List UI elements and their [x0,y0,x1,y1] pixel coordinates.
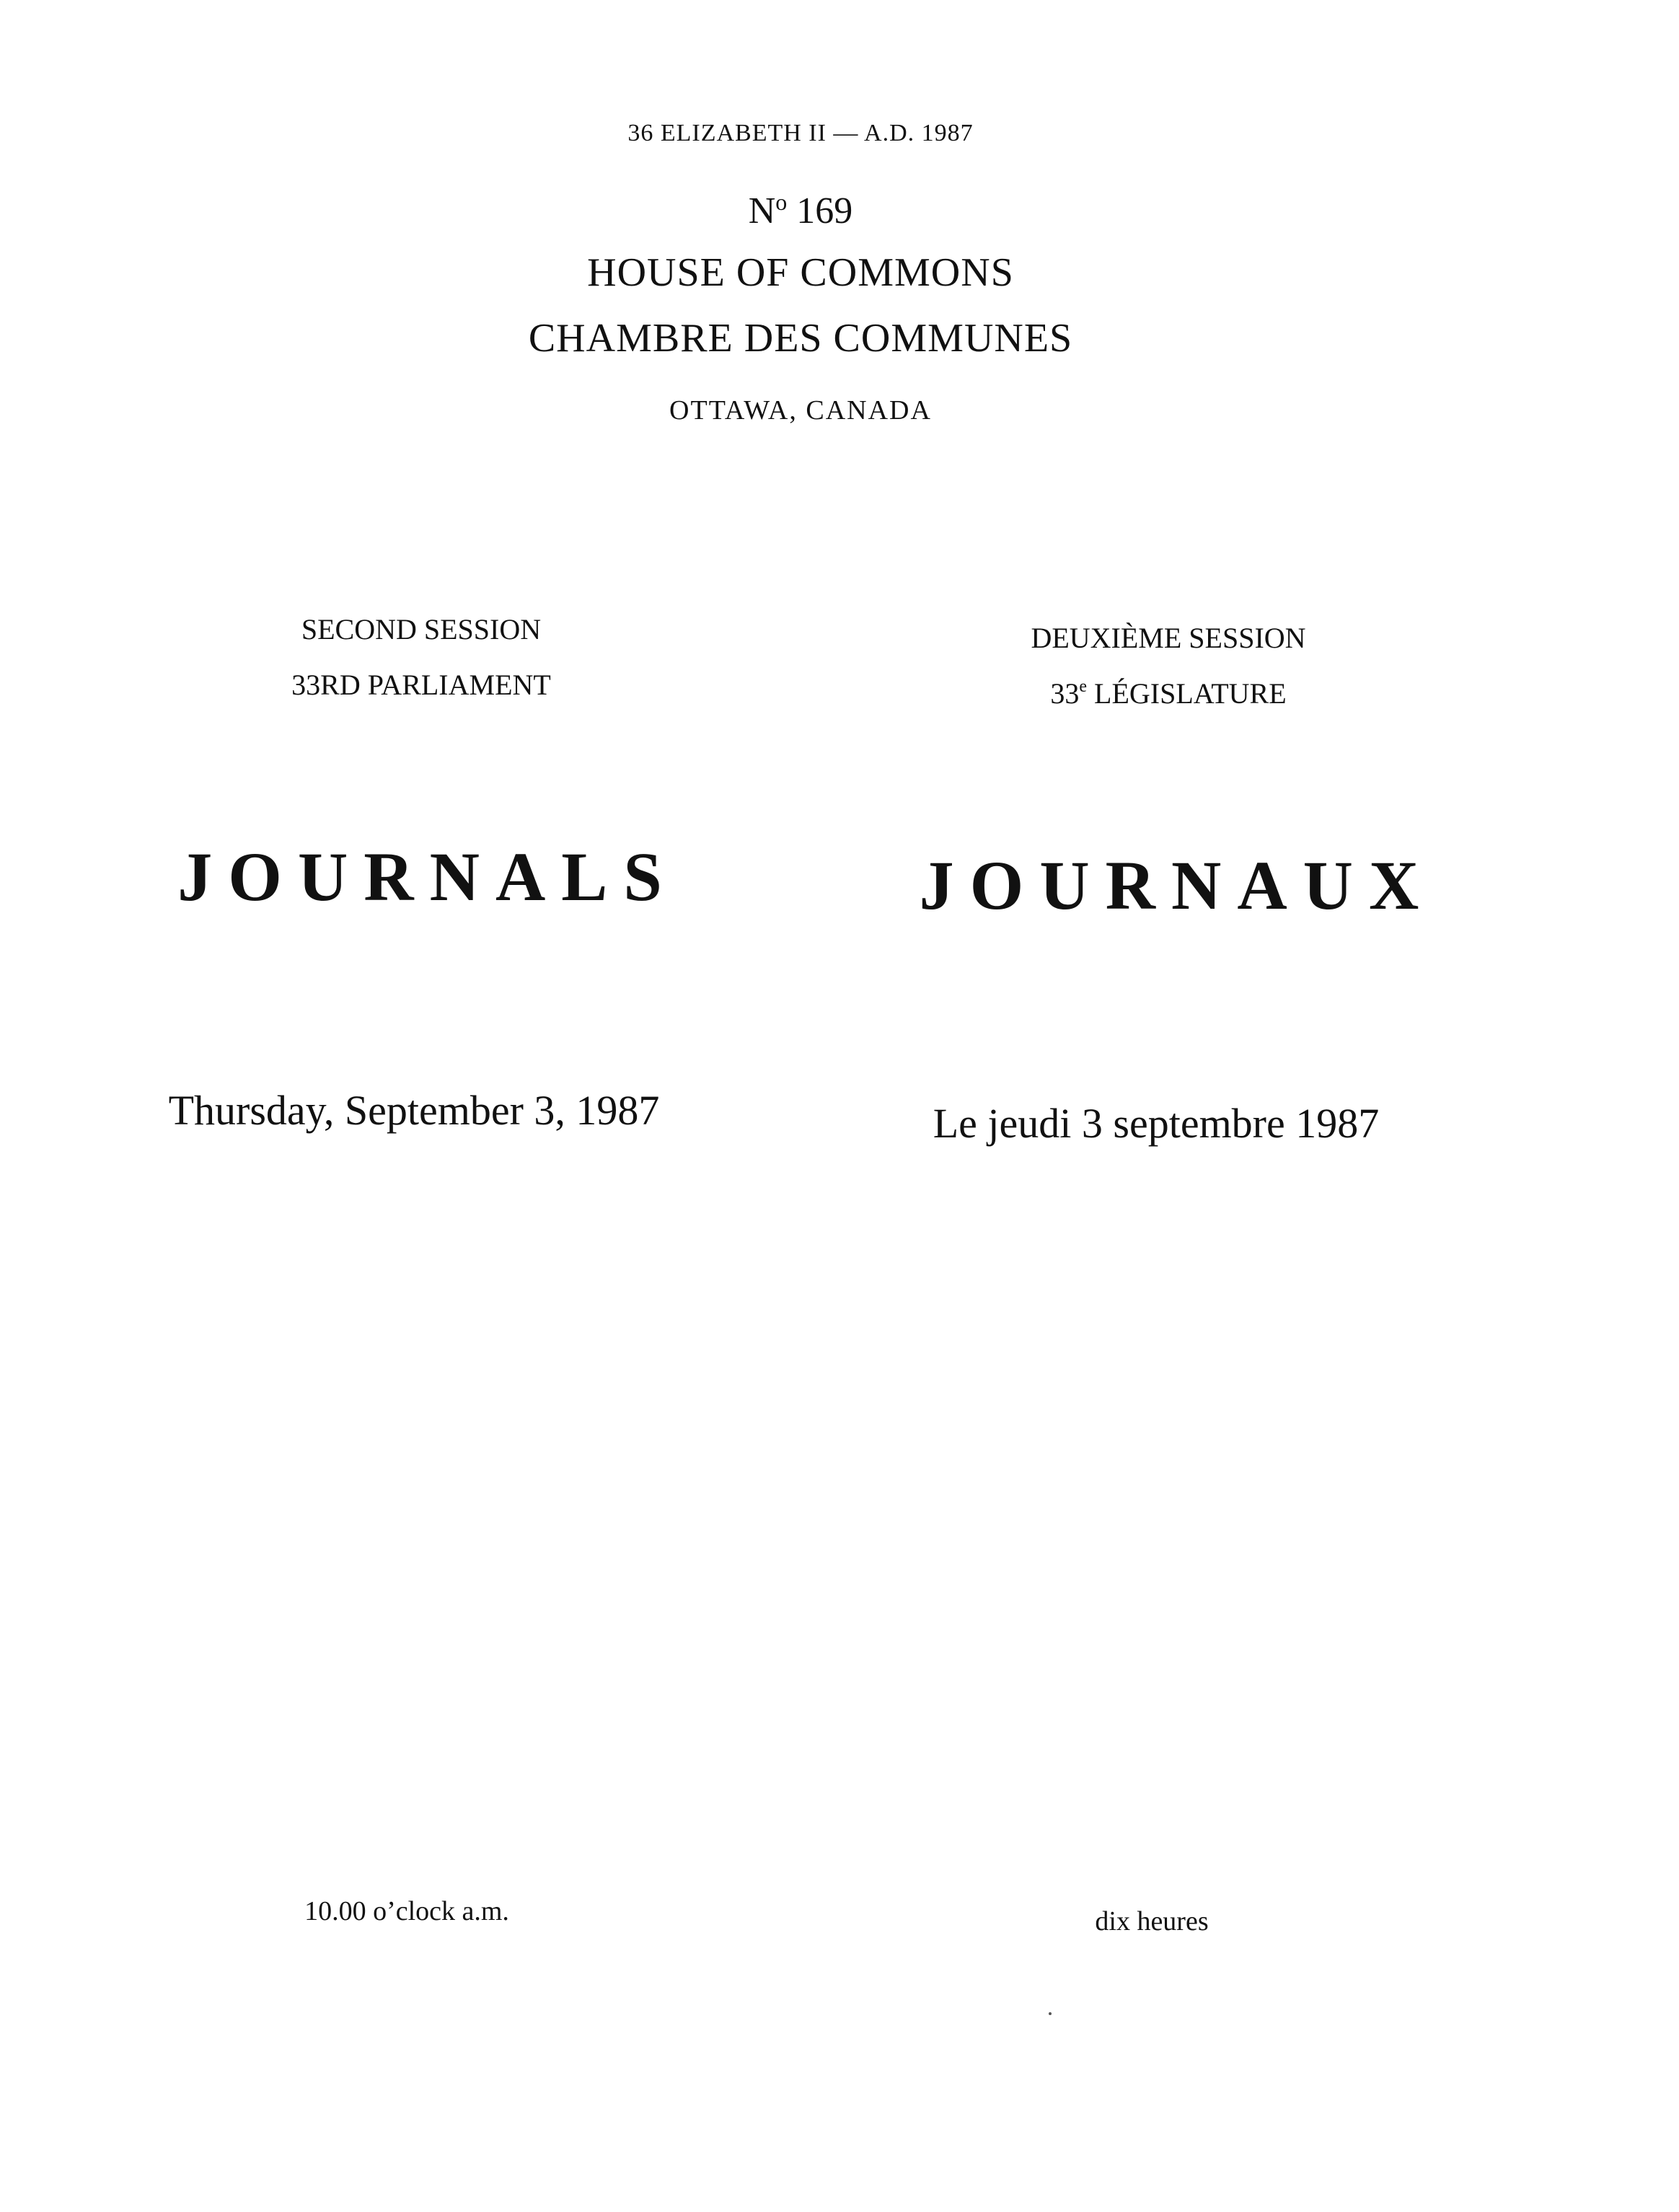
date-english: Thursday, September 3, 1987 [168,1087,660,1134]
issue-number [749,189,853,232]
title-english: JOURNALS [177,838,678,915]
session-french: DEUXIÈME SESSION [1031,622,1306,654]
house-name-french: CHAMBRE DES COMMUNES [528,316,1073,361]
session-english: SECOND SESSION [301,613,542,645]
parliament-english: 33RD PARLIAMENT [291,669,551,701]
parliament-french-word: LÉGISLATURE [1087,677,1287,710]
parliament-french-sup: e [1079,677,1088,696]
scan-speck [1049,2012,1052,2015]
issue-number-value: 169 [787,190,853,232]
parliament-french [1050,677,1286,710]
title-french: JOURNAUX [919,847,1435,924]
time-english: 10.00 o’clock a.m. [304,1896,509,1926]
regnal-year: 36 ELIZABETH II — A.D. 1987 [627,120,974,146]
parliament-french-number: 33 [1050,677,1080,710]
issue-number-prefix: N [748,190,776,232]
house-name-english: HOUSE OF COMMONS [587,250,1014,295]
time-french: dix heures [1095,1906,1209,1936]
city-line: OTTAWA, CANADA [669,395,932,426]
issue-number-sup: o [775,189,788,215]
date-french: Le jeudi 3 septembre 1987 [933,1100,1380,1147]
